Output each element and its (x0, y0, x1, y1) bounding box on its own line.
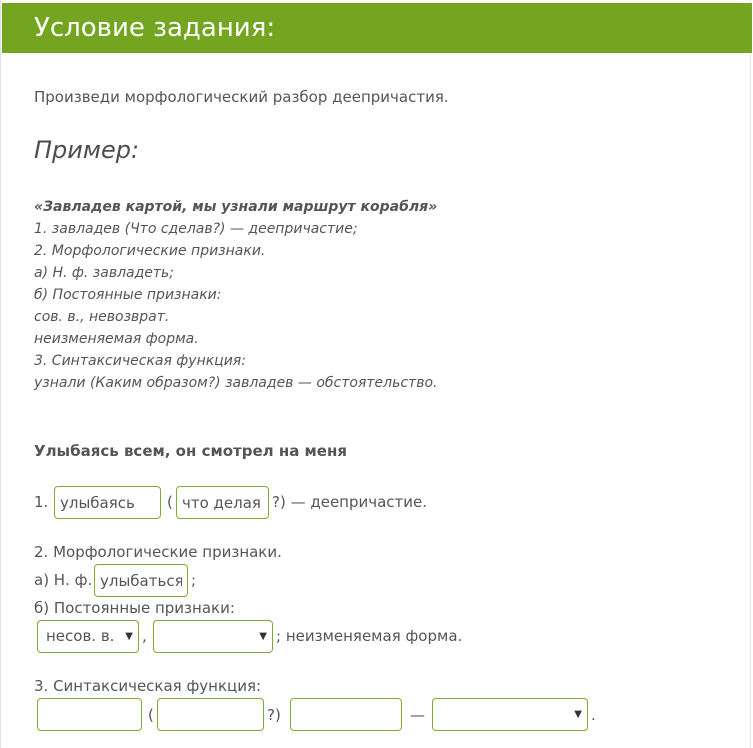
morph-heading: 2. Морфологические признаки. (34, 543, 282, 561)
nf-label: а) Н. ф. (34, 571, 93, 589)
synt-heading: 3. Синтаксическая функция: (34, 677, 262, 695)
example-line: а) Н. ф. завладеть; (34, 265, 175, 281)
example-line: сов. в., невозврат. (34, 309, 170, 325)
syntactic-role-select[interactable] (432, 698, 588, 731)
synt-open-paren: ( (148, 706, 154, 724)
task-sentence: Улыбаясь всем, он смотрел на меня (34, 442, 347, 460)
dependent-word-input[interactable] (290, 698, 402, 731)
reflexivity-select[interactable] (153, 620, 273, 653)
example-line: б) Постоянные признаки: (34, 287, 222, 303)
triangle-down-icon: ▼ (125, 631, 133, 642)
const-suffix: ; неизменяемая форма. (276, 627, 463, 645)
aspect-select-value: несов. в. (46, 627, 115, 645)
synt-question-input[interactable] (157, 698, 264, 731)
aspect-select[interactable] (37, 620, 139, 653)
example-title: Пример: (34, 136, 140, 164)
word-input[interactable] (54, 486, 161, 519)
synt-dash: — (410, 706, 425, 724)
panel-header: Условие задания: (2, 3, 752, 53)
open-paren: ( (167, 493, 173, 511)
nf-semicolon: ; (191, 571, 197, 589)
example-line: 1. завладев (Что сделав?) — деепричастие; (34, 221, 358, 237)
row1-number: 1. (34, 493, 49, 511)
example-line: 3. Синтаксическая функция: (34, 353, 246, 369)
synt-end: . (591, 706, 596, 724)
row1-suffix: ?) — деепричастие. (272, 493, 428, 511)
example-line: узнали (Каким образом?) завладев — обстоятельство. (34, 375, 438, 391)
question-input[interactable] (176, 486, 269, 519)
initial-form-input[interactable] (94, 564, 188, 597)
triangle-down-icon: ▼ (574, 709, 582, 720)
synt-close-paren: ?) (267, 706, 281, 724)
example-line: 2. Морфологические признаки. (34, 243, 266, 259)
triangle-down-icon: ▼ (259, 631, 267, 642)
instruction-text: Произведи морфологический разбор деепричастия. (34, 88, 449, 106)
main-word-input[interactable] (37, 698, 142, 731)
example-sentence: «Завладев картой, мы узнали маршрут корабля» (34, 199, 438, 215)
example-line: неизменяемая форма. (34, 331, 199, 347)
const-heading: б) Постоянные признаки: (34, 599, 235, 617)
const-comma: , (142, 627, 147, 645)
